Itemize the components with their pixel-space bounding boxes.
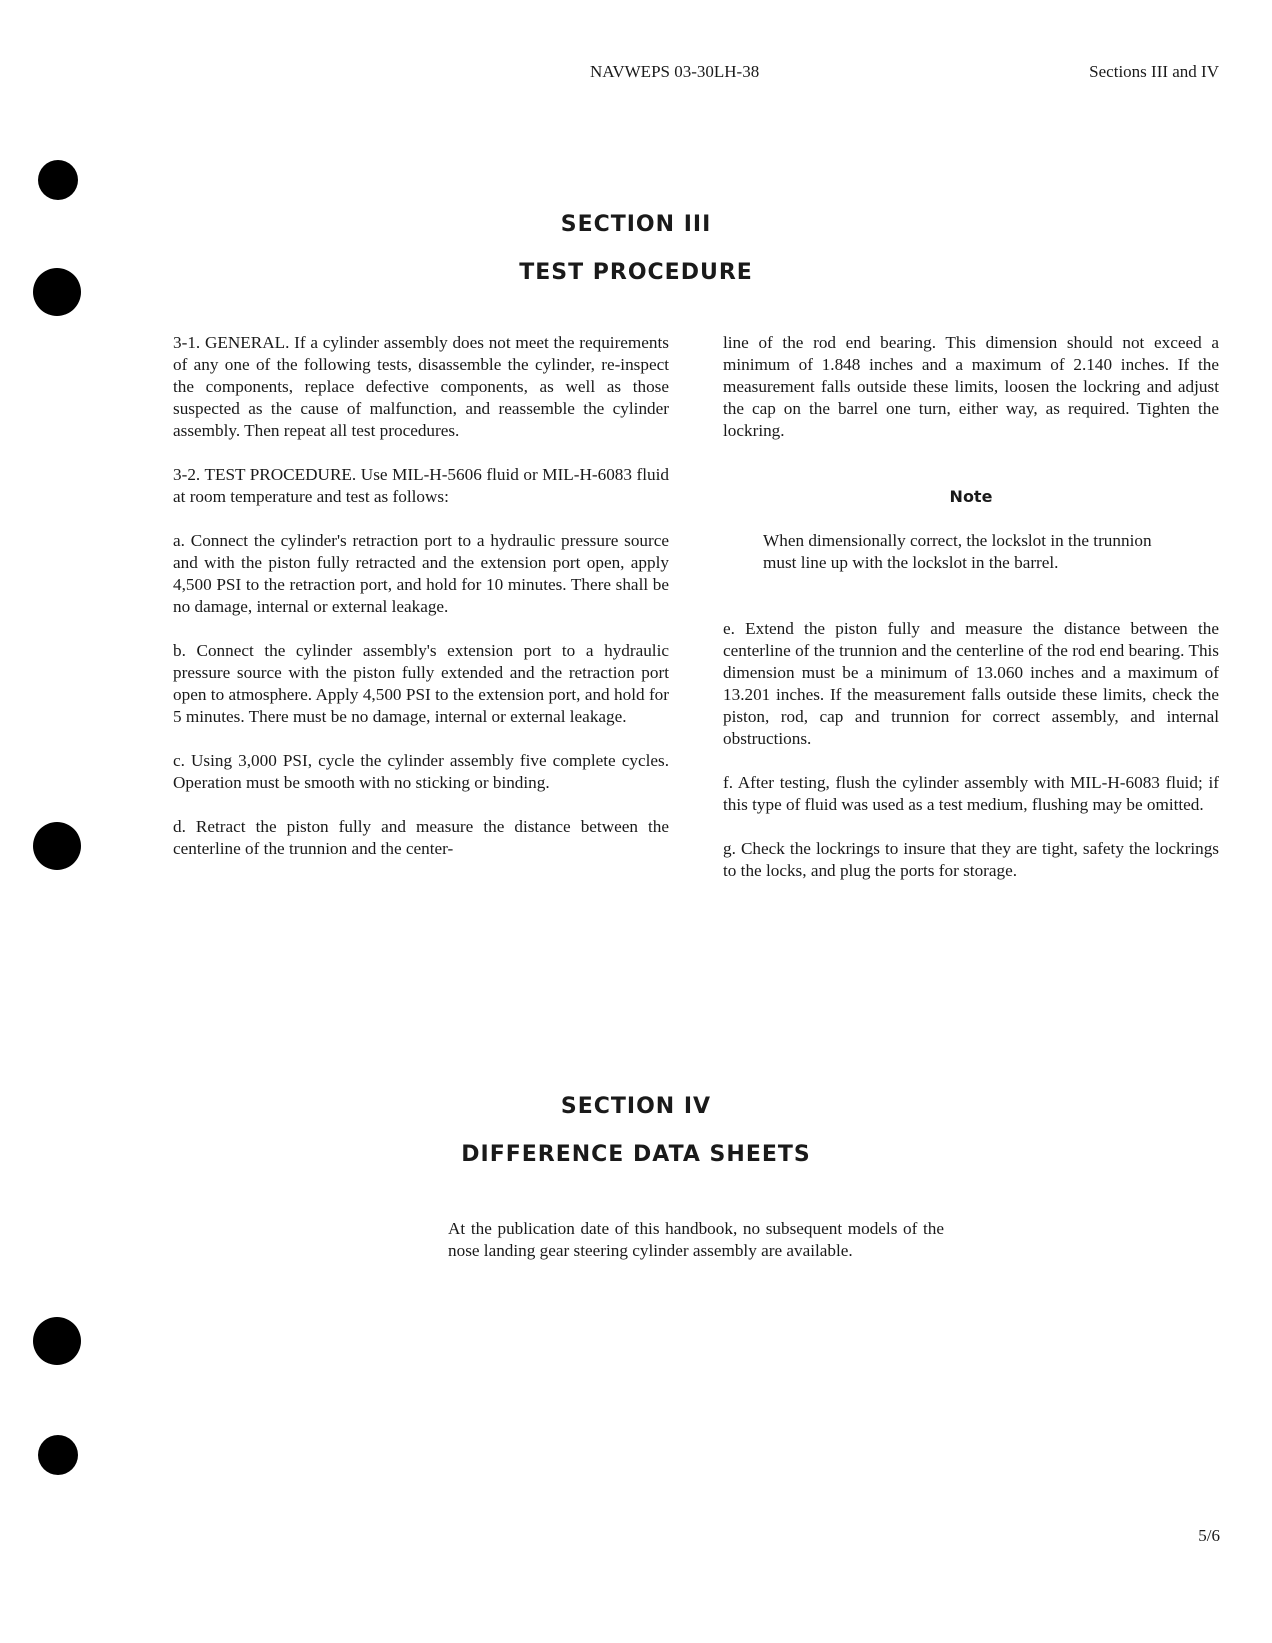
section-3-title: TEST PROCEDURE [519,260,753,285]
step-b: b. Connect the cylinder assembly's extension port to a hydraulic pressure source with the piston fully extended and the retraction port open to atmosphere. Apply 4,500 PSI to the extension port, and hold for 5 minutes. There must be no damage, internal or external leakage. [173,641,669,726]
step-g: g. Check the lockrings to insure that they are tight, safety the lockrings to the locks, and plug the ports for storage. [723,839,1219,880]
step-d-continued: line of the rod end bearing. This dimension should not exceed a minimum of 1.848 inches and a maximum of 2.140 inches. If the measurement falls outside these limits, loosen the lockring and adjust the cap on the barrel one turn, either way, as required. Tighten the lockring. [723,333,1219,440]
note-text: When dimensionally correct, the lockslot in the trunnion must line up with the lockslot in the barrel. [763,531,1152,572]
step-a: a. Connect the cylinder's retraction port to a hydraulic pressure source and with the piston fully retracted and the extension port open, apply 4,500 PSI to the retraction port, and hold for 10 minutes. There shall be no damage, internal or external leakage. [173,531,669,616]
section-4-title: DIFFERENCE DATA SHEETS [461,1142,811,1167]
punch-hole [38,160,78,200]
left-column [173,332,669,882]
step-e: e. Extend the piston fully and measure the distance between the centerline of the trunnion and the centerline of the rod end bearing. This dimension must be a minimum of 13.060 inches and a maximum of 13.201 inches. If the measurement falls outside these limits, check the piston, rod, cap and trunnion for correct assembly, and internal obstructions. [723,619,1219,748]
page-number: 5/6 [1198,1526,1220,1545]
note-heading: Note [949,487,993,506]
punch-hole [33,822,81,870]
punch-hole [33,1317,81,1365]
step-f: f. After testing, flush the cylinder assembly with MIL-H-6083 fluid; if this type of fluid was used as a test medium, flushing may be omitted. [723,773,1219,814]
step-c: c. Using 3,000 PSI, cycle the cylinder assembly five complete cycles. Operation must be smooth with no sticking or binding. [173,751,669,792]
section-3-heading: SECTION III [560,212,712,237]
running-header-sections: Sections III and IV [1089,62,1219,81]
right-column [723,332,1219,904]
step-d: d. Retract the piston fully and measure the distance between the centerline of the trunnion and the center- [173,817,669,858]
document-number: NAVWEPS 03-30LH-38 [590,62,760,81]
section-4-heading: SECTION IV [560,1094,712,1119]
paragraph-3-1: 3-1. GENERAL. If a cylinder assembly does not meet the requirements of any one of the following tests, disassemble the cylinder, re-inspect the components, replace defective components, as well as those suspected as the cause of malfunction, and reassemble the cylinder assembly. Then repeat all test procedures. [173,333,669,440]
section-4-body: At the publication date of this handbook, no subsequent models of the nose landing gear steering cylinder assembly are available. [448,1219,944,1260]
paragraph-3-2: 3-2. TEST PROCEDURE. Use MIL-H-5606 fluid or MIL-H-6083 fluid at room temperature and test as follows: [173,465,669,506]
punch-hole [38,1435,78,1475]
